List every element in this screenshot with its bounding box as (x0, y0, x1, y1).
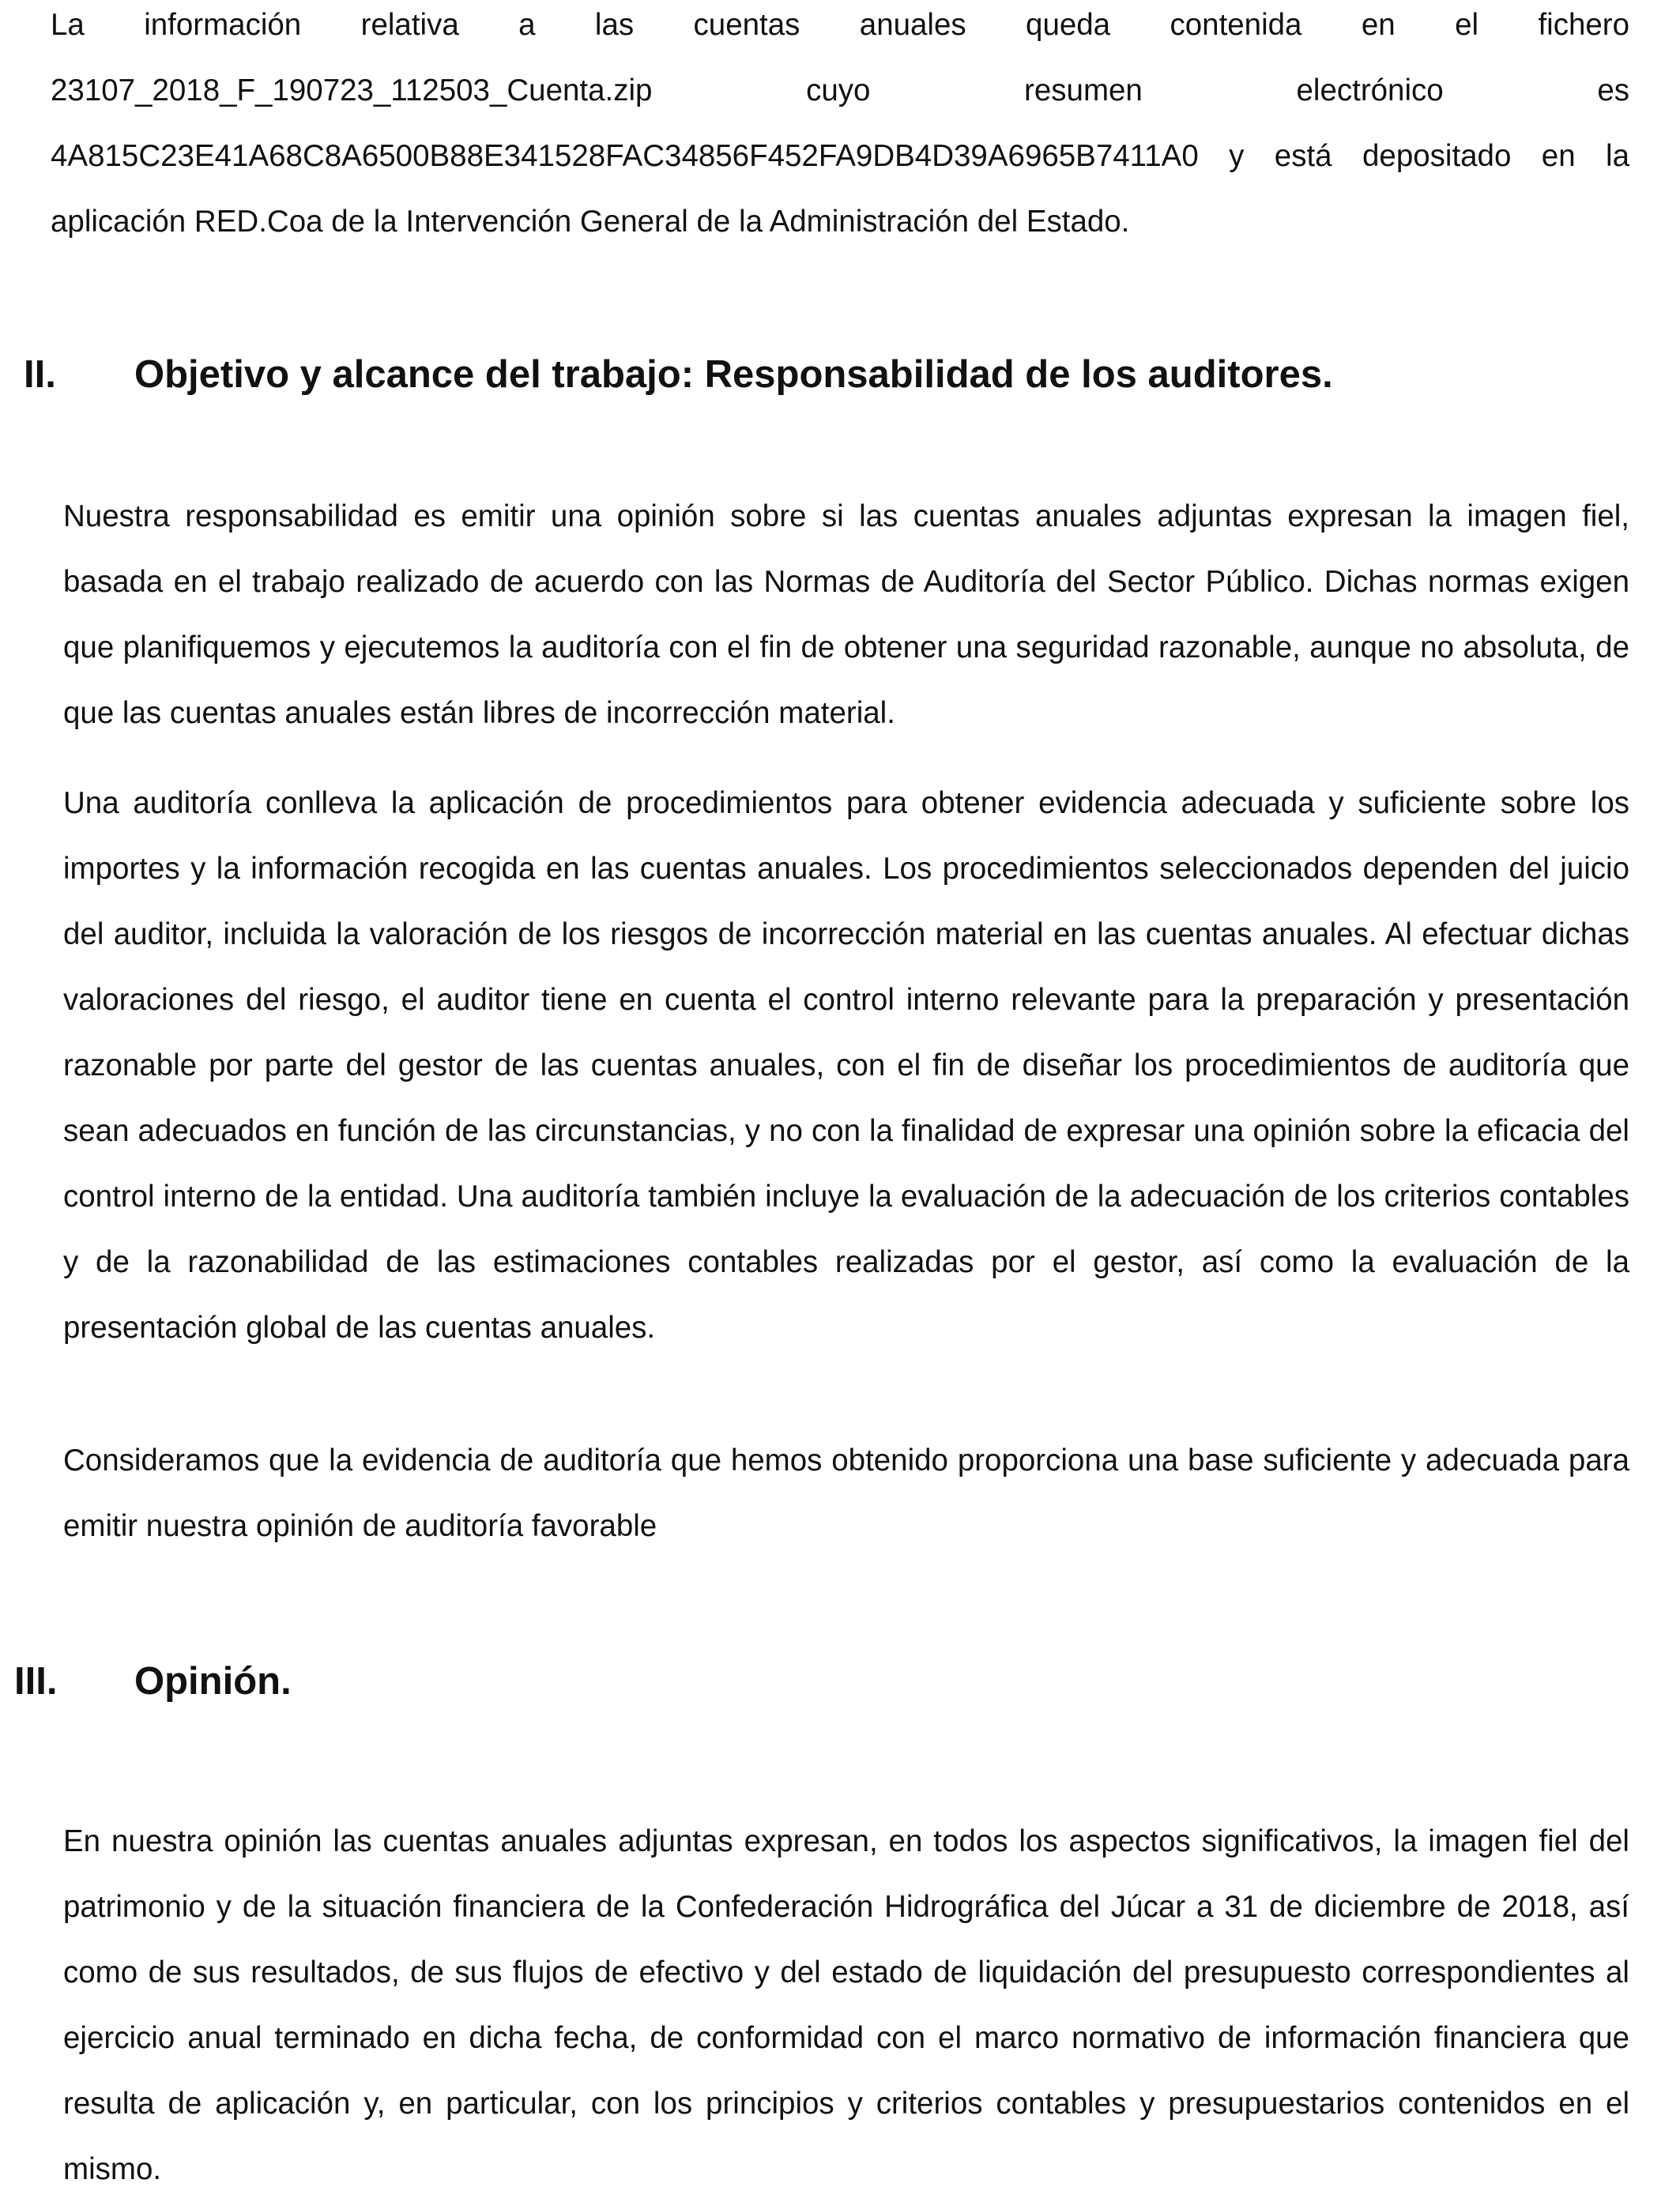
section-2-heading (24, 351, 1525, 398)
section-2-paragraph-2: Una auditoría conlleva la aplicación de procedimientos para obtener evidencia adecuada y suficiente sobre los importes y la información recogida en las cuentas anuales. Los procedimientos seleccionados dependen del juicio del auditor, incluida la valoración de los riesgos de incorrección material en las cuentas anuales. Al efectuar dichas valoraciones del riesgo, el auditor tiene en cuenta el control interno relevante para la preparación y presentación razonable por parte del gestor de las cuentas anuales, con el fin de diseñar los procedimientos de auditoría que sean adecuados en función de las circunstancias, y no con la finalidad de expresar una opinión sobre la eficacia del control interno de la entidad. Una auditoría también incluye la evaluación de la adecuación de los criterios contables y de la razonabilidad de las estimaciones contables realizadas por el gestor, así como la evaluación de la presentación global de las cuentas anuales. (63, 786, 1629, 1345)
section-2-paragraph-1: Nuestra responsabilidad es emitir una opinión sobre si las cuentas anuales adjuntas expresan la imagen fiel, basada en el trabajo realizado de acuerdo con las Normas de Auditoría del Sector Público. Dichas normas exigen que planifiquemos y ejecutemos la auditoría con el fin de obtener una seguridad razonable, aunque no absoluta, de que las cuentas anuales están libres de incorrección material. (63, 499, 1629, 730)
section-2-paragraph-3: Consideramos que la evidencia de auditoría que hemos obtenido proporciona una base suficiente y adecuada para emitir nuestra opinión de auditoría favorable (63, 1444, 1629, 1543)
section-3-heading (14, 1658, 646, 1705)
section-3-number: III. (14, 1660, 58, 1703)
section-2-title: Objetivo y alcance del trabajo: Responsabilidad de los auditores. (134, 353, 1333, 396)
intro-paragraph: La información relativa a las cuentas anuales queda contenida en el fichero 23107_2018_F_190723_112503_Cuenta.zip cuyo resumen electrónico es 4A815C23E41A68C8A6500B88E341528FAC34856F452FA9DB4D39A6965B7411A0 y está depositado en la aplicación RED.Coa de la Intervención General de la Administración del Estado. (51, 8, 1629, 239)
section-3-title: Opinión. (134, 1660, 292, 1703)
section-3-paragraph-1: En nuestra opinión las cuentas anuales adjuntas expresan, en todos los aspectos significativos, la imagen fiel del patrimonio y de la situación financiera de la Confederación Hidrográfica del Júcar a 31 de diciembre de 2018, así como de sus resultados, de sus flujos de efectivo y del estado de liquidación del presupuesto correspondientes al ejercicio anual terminado en dicha fecha, de conformidad con el marco normativo de información financiera que resulta de aplicación y, en particular, con los principios y criterios contables y presupuestarios contenidos en el mismo. (63, 1824, 1629, 2186)
section-2-number: II. (24, 353, 56, 396)
